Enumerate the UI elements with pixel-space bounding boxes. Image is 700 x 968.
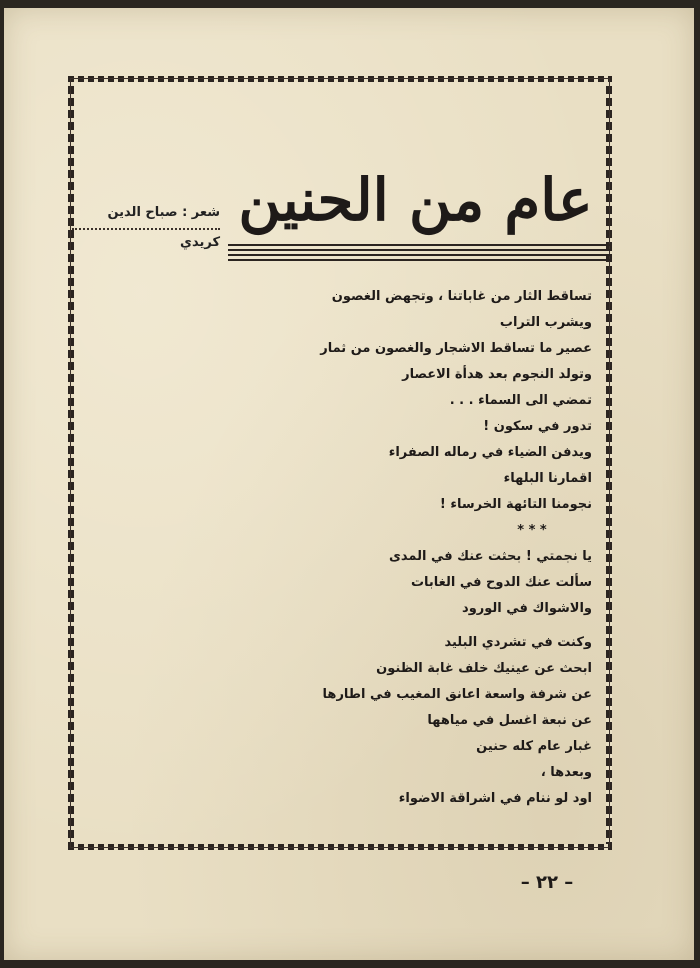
poem-line: تمضي الى السماء . . . bbox=[449, 393, 592, 408]
poem-line: اقمارنا البلهاء bbox=[503, 471, 592, 486]
poem-line: عن نبعة اغسل في مياهها bbox=[427, 713, 592, 728]
page-number: – ٢٢ – bbox=[520, 872, 574, 893]
poem-line: يا نجمتي ! بحثت عنك في المدى bbox=[388, 549, 592, 564]
poem-line: سألت عنك الدوح في الغابات bbox=[410, 575, 592, 590]
poem-line: ابحث عن عينيك خلف غابة الظنون bbox=[376, 661, 592, 676]
poem-line: عن شرفة واسعة اعانق المغيب في اطارها bbox=[322, 687, 592, 702]
poem-line: وتولد النجوم بعد هدأة الاعصار bbox=[402, 367, 592, 382]
poem-line: اود لو ننام في اشراقة الاضواء bbox=[398, 791, 592, 806]
poem-line: نجومنا التائهة الخرساء ! bbox=[439, 497, 592, 512]
stanza-separator: * * * bbox=[517, 523, 547, 538]
author-credit: شعر : صباح الدين كريدي bbox=[72, 198, 220, 230]
poem-line: عصير ما تساقط الاشجار والغصون من ثمار bbox=[320, 341, 592, 356]
poem-body bbox=[280, 284, 592, 812]
poem-line: وكنت في تشردي البليد bbox=[444, 635, 592, 650]
poem-line: تدور في سكون ! bbox=[483, 419, 592, 434]
poem-line: ويشرب التراب bbox=[499, 315, 592, 330]
poem-line: تساقط الثار من غاباتنا ، وتجهض الغصون bbox=[331, 289, 592, 304]
stanza-gap bbox=[280, 622, 592, 630]
poem-line: ويدفن الضياء في رماله الصفراء bbox=[388, 445, 592, 460]
poem-title: عام من الحنين bbox=[238, 166, 593, 234]
poem-line: والاشواك في الورود bbox=[462, 601, 592, 616]
title-underline bbox=[228, 243, 612, 261]
poem-line: وبعدها ، bbox=[540, 765, 592, 780]
poem-line: غبار عام كله حنين bbox=[476, 739, 592, 754]
